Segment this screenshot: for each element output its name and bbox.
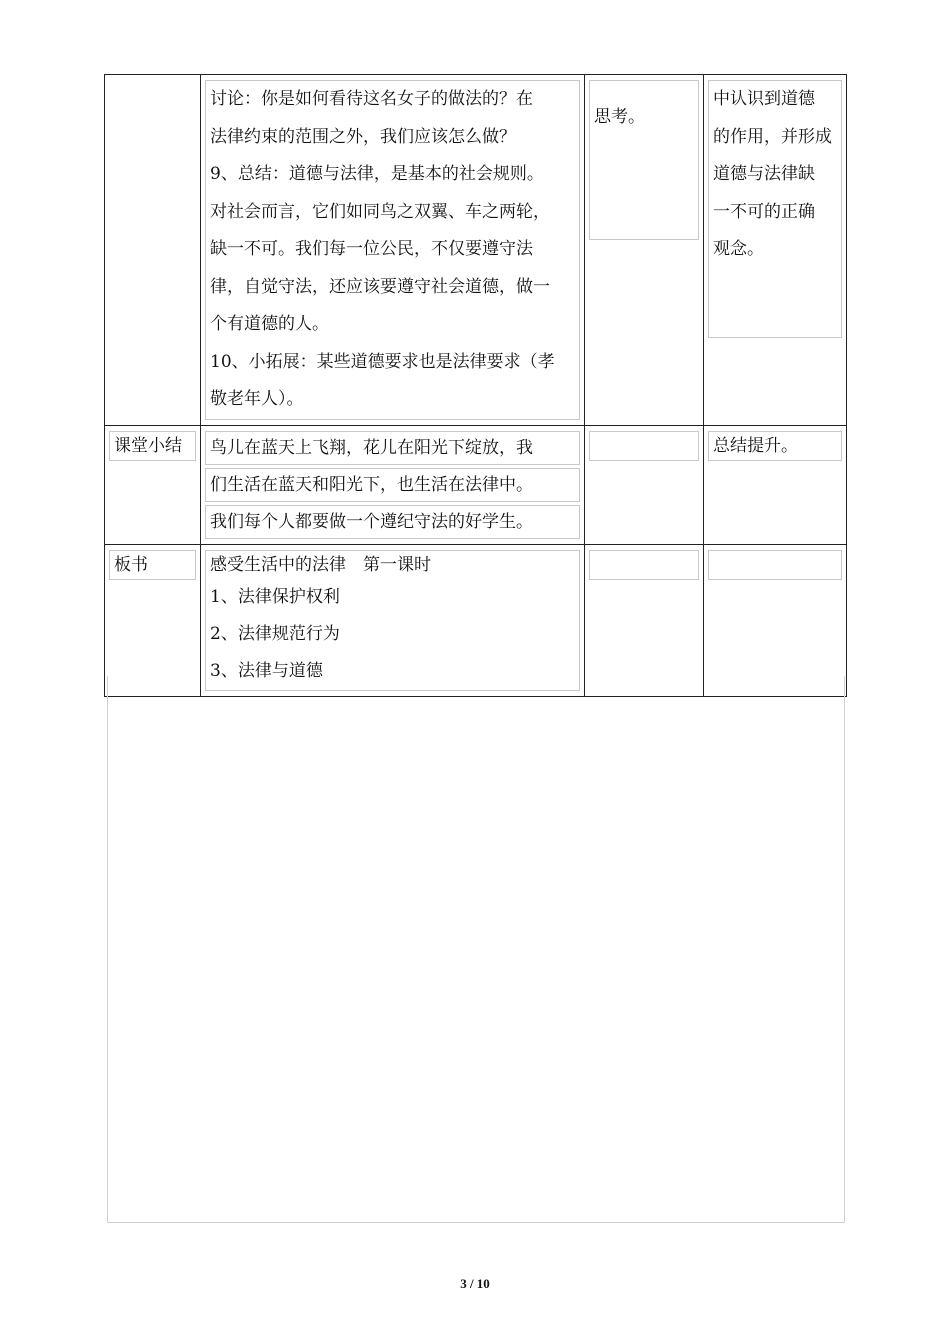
row-label: 课堂小结 (109, 431, 196, 461)
row-label-cell (105, 425, 201, 544)
design-intent-cell (704, 544, 847, 696)
intent-line: 总结提升。 (708, 431, 842, 461)
table-row (105, 544, 847, 696)
content-line: 9、总结：道德与法律，是基本的社会规则。 (210, 164, 544, 184)
empty-box (708, 550, 842, 580)
content-line: 讨论：你是如何看待这名女子的做法的？在 (210, 89, 533, 109)
table-row (105, 75, 847, 426)
content-cell (201, 544, 585, 696)
content-line: 缺一不可。我们每一位公民，不仅要遵守法 (210, 239, 533, 259)
blank-frame (107, 676, 845, 1223)
intent-line: 一不可的正确 (713, 201, 815, 222)
intent-line: 道德与法律缺 (713, 164, 815, 184)
board-item: 2、法律规范行为 (210, 623, 340, 644)
lesson-plan-table (104, 74, 846, 697)
row-label-cell (105, 75, 201, 426)
intent-line: 中认识到道德 (713, 89, 815, 109)
row-label: 板书 (109, 550, 196, 580)
student-activity-cell (585, 75, 704, 426)
content-line: 个有道德的人。 (210, 314, 329, 334)
content-line: 敬老年人）。 (210, 389, 304, 409)
intent-line: 观念。 (713, 239, 764, 259)
content-line: 鸟儿在蓝天上飞翔，花儿在阳光下绽放，我 (205, 431, 580, 465)
content-cell (201, 425, 585, 544)
content-line: 我们每个人都要做一个遵纪守法的好学生。 (205, 505, 580, 539)
student-activity-cell (585, 425, 704, 544)
design-intent-cell (704, 75, 847, 426)
intent-line: 的作用，并形成 (713, 126, 832, 147)
board-title: 感受生活中的法律 第一课时 (210, 554, 431, 575)
board-item: 1、法律保护权利 (210, 586, 340, 607)
content-line: 律，自觉守法，还应该要遵守社会道德，做一 (210, 276, 550, 297)
empty-box (589, 431, 699, 461)
content-line: 法律约束的范围之外，我们应该怎么做？ (210, 126, 516, 147)
board-item: 3、法律与道德 (210, 660, 323, 681)
content-cell (201, 75, 585, 426)
content-line: 10、小拓展：某些道德要求也是法律要求（孝 (210, 351, 555, 372)
table-row (105, 425, 847, 544)
row-label-cell (105, 544, 201, 696)
student-activity-cell (585, 544, 704, 696)
content-line: 们生活在蓝天和阳光下，也生活在法律中。 (205, 468, 580, 502)
student-activity-text: 思考。 (594, 107, 645, 127)
content-line: 对社会而言，它们如同鸟之双翼、车之两轮， (210, 201, 550, 222)
design-intent-cell (704, 425, 847, 544)
empty-box (589, 550, 699, 580)
page-number: 3 / 10 (460, 1276, 490, 1291)
